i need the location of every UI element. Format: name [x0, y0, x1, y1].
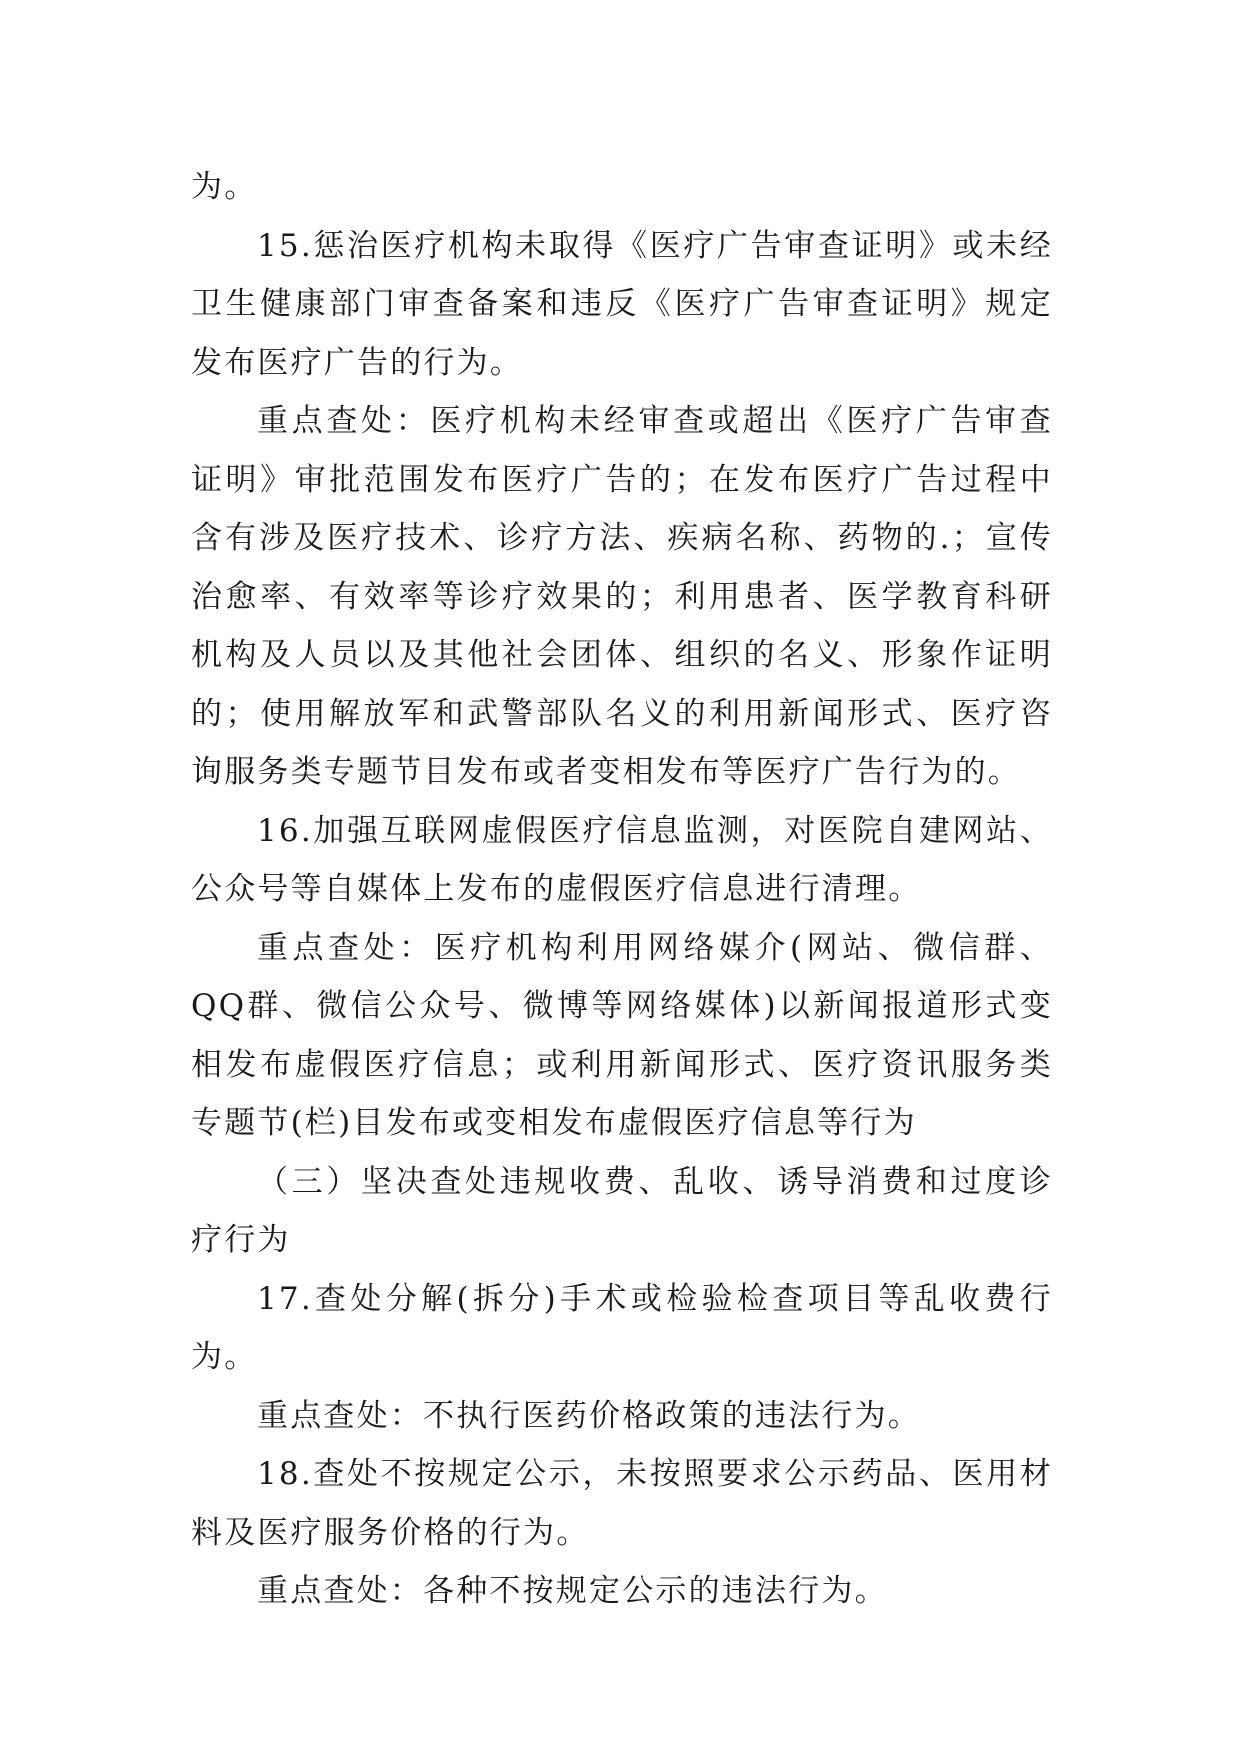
paragraph-continuation: 为。: [191, 169, 258, 205]
paragraph-item-16-focus: 重点查处：医疗机构利用网络媒介(网站、微信群、QQ群、微信公众号、微博等网络媒体)以新闻报道形式变相发布虚假医疗信息；或利用新闻形式、医疗资讯服务类专题节(栏)目发布或变相发布虚假医疗信息等行为: [191, 929, 1053, 1141]
paragraph-item-15: 15.惩治医疗机构未取得《医疗广告审查证明》或未经卫生健康部门审查备案和违反《医疗广告审查证明》规定发布医疗广告的行为。: [191, 227, 1053, 381]
paragraph-item-18-focus: 重点查处：各种不按规定公示的违法行为。: [257, 1573, 888, 1609]
document-body: [191, 158, 1053, 1621]
section-heading-3: （三）坚决查处违规收费、乱收、诱导消费和过度诊疗行为: [191, 1163, 1053, 1258]
paragraph-item-18: 18.查处不按规定公示，未按照要求公示药品、医用材料及医疗服务价格的行为。: [191, 1456, 1053, 1551]
paragraph-item-17-focus: 重点查处：不执行医药价格政策的违法行为。: [257, 1397, 921, 1434]
paragraph-item-17: 17.查处分解(拆分)手术或检验检查项目等乱收费行为。: [191, 1280, 1053, 1375]
paragraph-item-15-focus: 重点查处：医疗机构未经审查或超出《医疗广告审查证明》审批范围发布医疗广告的；在发布医疗广告过程中含有涉及医疗技术、诊疗方法、疾病名称、药物的.；宣传治愈率、有效率等诊疗效果的；利用患者、医学教育科研机构及人员以及其他社会团体、组织的名义、形象作证明的；使用解放军和武警部队名义的利用新闻形式、医疗咨询服务类专题节目发布或者变相发布等医疗广告行为的。: [191, 403, 1053, 790]
paragraph-item-16: 16.加强互联网虚假医疗信息监测，对医院自建网站、公众号等自媒体上发布的虚假医疗信息进行清理。: [191, 812, 1053, 907]
